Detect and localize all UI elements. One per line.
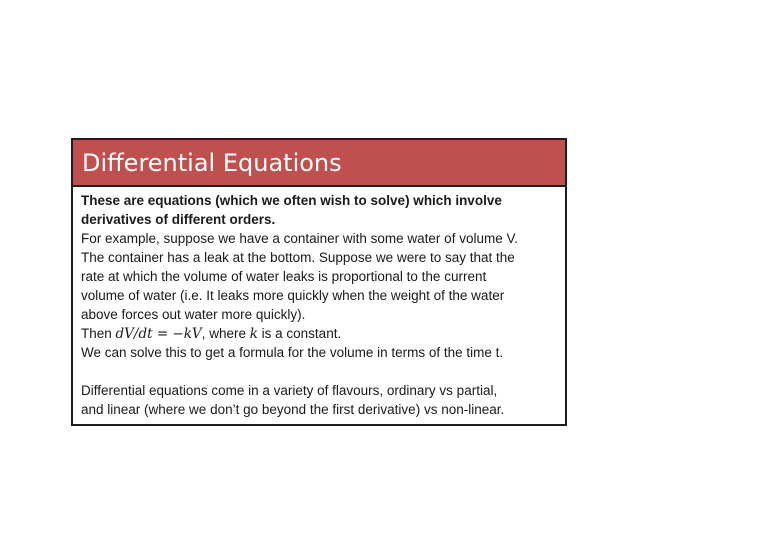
then-suffix: is a constant. [257,326,342,341]
content-box [71,138,567,426]
title-bar [73,140,565,187]
example-line: The container has a leak at the bottom. Suppose we were to say that the [81,250,515,265]
example-line: For example, suppose we have a container with some water of volume V. [81,231,518,246]
solve-line: We can solve this to get a formula for the volume in terms of the time t. [81,345,504,360]
then-prefix: Then [81,326,116,341]
equation-line [81,324,559,343]
equation: dV/dt = −kV [115,326,202,342]
paragraph-gap [81,362,559,381]
types-line: Differential equations come in a variety of flavours, ordinary vs partial, [81,383,498,398]
intro-line: These are equations (which we often wish to solve) which involve [81,193,502,208]
slide-title: Differential Equations [82,149,342,177]
example-line: volume of water (i.e. It leaks more quickly when the weight of the water [81,288,505,303]
intro-line: derivatives of different orders. [81,212,276,227]
body-text [81,191,559,419]
constant-symbol: k [249,326,258,342]
example-line: rate at which the volume of water leaks is proportional to the current [81,269,487,284]
types-line: and linear (where we don’t go beyond the first derivative) vs non-linear. [81,402,505,417]
then-middle: , where [201,326,250,341]
example-line: above forces out water more quickly). [81,307,306,322]
